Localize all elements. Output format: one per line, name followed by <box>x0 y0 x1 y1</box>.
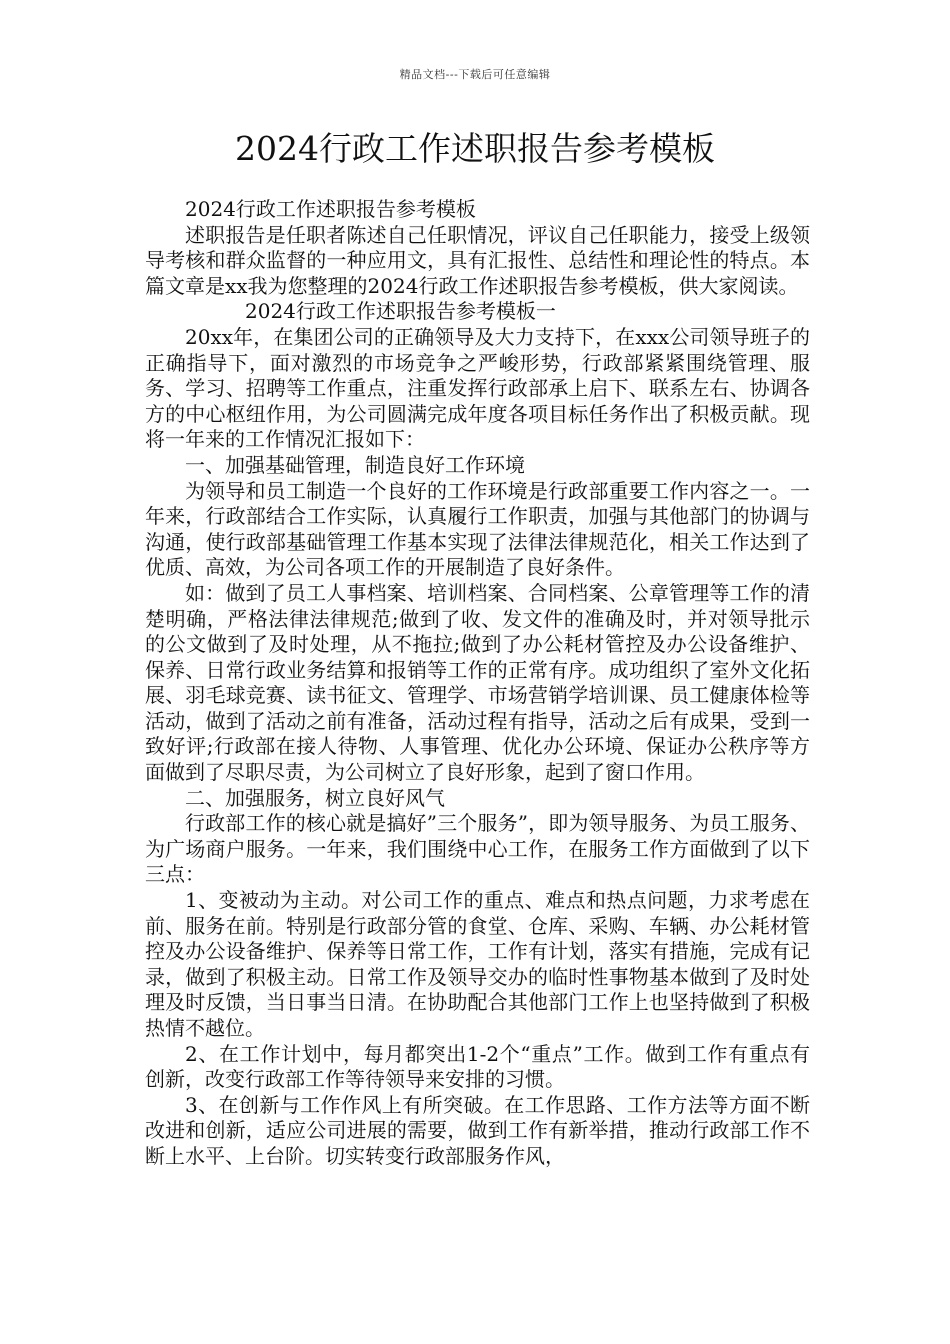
list-item-2: 2、在工作计划中，每月都突出1-2个“重点”工作。做到工作有重点有创新，改变行政部工作等待领导来安排的习惯。 <box>145 1041 810 1092</box>
list-item-1: 1、变被动为主动。对公司工作的重点、难点和热点问题，力求考虑在前、服务在前。特别是行政部分管的食堂、仓库、采购、车辆、办公耗材管控及办公设备维护、保养等日常工作，工作有计划，落实有措施，完成有记录，做到了积极主动。日常工作及领导交办的临时性事物基本做到了及时处理及时反馈，当日事当日清。在协助配合其他部门工作上也坚持做到了积极热情不越位。 <box>145 888 810 1040</box>
header-note: 精品文档---下载后可任意编辑 <box>399 68 551 81</box>
paragraph-section-2: 行政部工作的核心就是搞好”三个服务”，即为领导服务、为员工服务、为广场商户服务。一年来，我们围绕中心工作，在服务工作方面做到了以下三点： <box>145 811 810 887</box>
paragraph-overview: 20xx年，在集团公司的正确领导及大力支持下，在xxx公司领导班子的正确指导下，面对激烈的市场竞争之严峻形势，行政部紧紧围绕管理、服务、学习、招聘等工作重点，注重发挥行政部承上启下、联系左右、协调各方的中心枢纽作用，为公司圆满完成年度各项目标任务作出了积极贡献。现将一年来的工作情况汇报如下： <box>145 324 810 452</box>
section-heading-1: 一、加强基础管理，制造良好工作环境 <box>185 452 525 477</box>
section-heading-2: 二、加强服务，树立良好风气 <box>185 785 445 810</box>
section-heading-template-one: 2024行政工作述职报告参考模板一 <box>245 299 556 324</box>
paragraph-section-1-examples: 如：做到了员工人事档案、培训档案、合同档案、公章管理等工作的清楚明确，严格法律法律规范;做到了收、发文件的准确及时，并对领导批示的公文做到了及时处理，从不拖拉;做到了办公耗材管控及办公设备维护、保养、日常行政业务结算和报销等工作的正常有序。成功组织了室外文化拓展、羽毛球竞赛、读书征文、管理学、市场营销学培训课、员工健康体检等活动，做到了活动之前有准备，活动过程有指导，活动之后有成果，受到一致好评;行政部在接人待物、人事管理、优化办公环境、保证办公秩序等方面做到了尽职尽责，为公司树立了良好形象，起到了窗口作用。 <box>145 580 810 785</box>
paragraph-subtitle: 2024行政工作述职报告参考模板 <box>185 197 476 221</box>
paragraph-section-1: 为领导和员工制造一个良好的工作环境是行政部重要工作内容之一。一年来，行政部结合工作实际，认真履行工作职责，加强与其他部门的协调与沟通，使行政部基础管理工作基本实现了法律法律规范化，相关工作达到了优质、高效，为公司各项工作的开展制造了良好条件。 <box>145 478 810 580</box>
document-body <box>145 197 810 1170</box>
list-item-3: 3、在创新与工作作风上有所突破。在工作思路、工作方法等方面不断改进和创新，适应公司进展的需要，做到工作有新举措，推动行政部工作不断上水平、上台阶。切实转变行政部服务作风， <box>145 1092 810 1168</box>
document-title: 2024行政工作述职报告参考模板 <box>235 129 715 168</box>
paragraph-intro: 述职报告是任职者陈述自己任职情况，评议自己任职能力，接受上级领导考核和群众监督的一种应用文，具有汇报性、总结性和理论性的特点。本篇文章是xx我为您整理的2024行政工作述职报告参考模板，供大家阅读。 <box>145 222 810 298</box>
